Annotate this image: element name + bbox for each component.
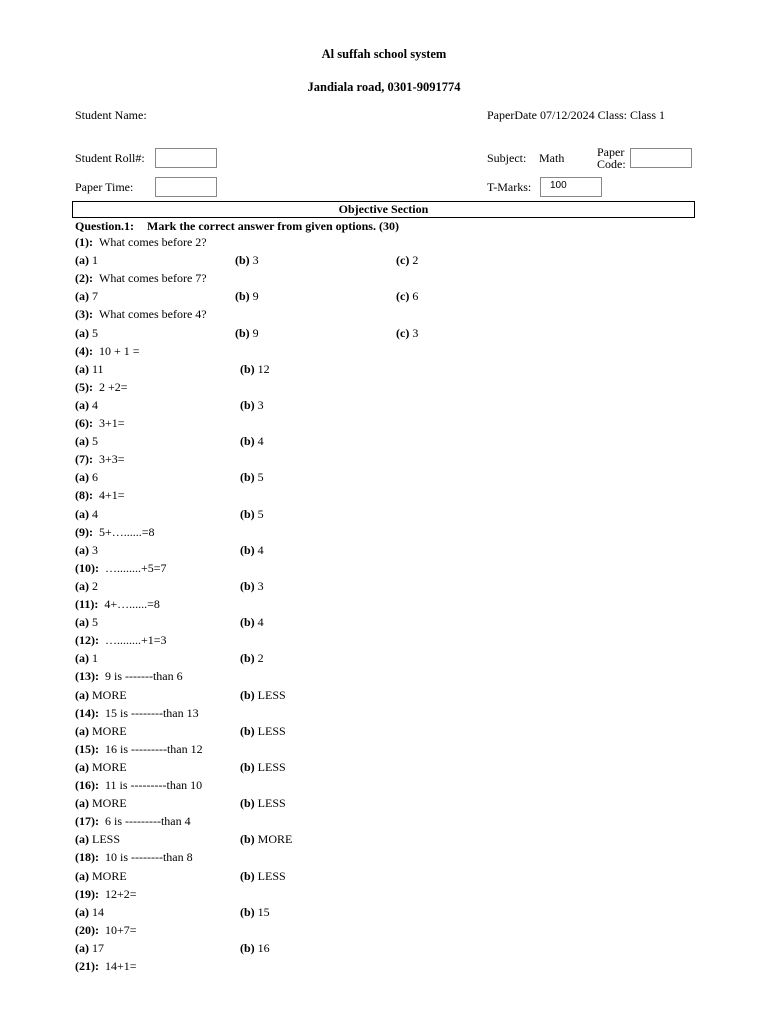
- option-key: (b): [240, 506, 255, 521]
- paper-code-label-line1: Paper: [597, 145, 625, 159]
- option-value: 2: [89, 578, 98, 593]
- question-number: Question.1:: [75, 219, 135, 233]
- option-value: 4: [254, 615, 264, 630]
- option-key: (a): [75, 253, 89, 268]
- question-text: 10 + 1 =: [99, 343, 140, 358]
- student-name-label: Student Name:: [75, 108, 147, 122]
- paper-date-label: PaperDate: [487, 108, 537, 122]
- answer-option[interactable]: [75, 760, 127, 775]
- answer-option[interactable]: [75, 688, 127, 703]
- paper-code-field[interactable]: [630, 148, 692, 168]
- tmarks-value: 100: [550, 180, 567, 191]
- answer-option[interactable]: [240, 543, 264, 558]
- roll-label: Student Roll#:: [75, 151, 145, 165]
- subject-label: Subject:: [487, 151, 527, 165]
- answer-option[interactable]: [75, 651, 98, 666]
- answer-option[interactable]: [75, 543, 98, 558]
- option-value: 15: [254, 904, 270, 919]
- question-item: [75, 887, 137, 902]
- answer-option[interactable]: [75, 398, 98, 413]
- option-value: 3: [249, 253, 259, 268]
- answer-option[interactable]: [240, 796, 286, 811]
- question-item: [75, 235, 207, 250]
- question-item: [75, 778, 202, 793]
- question-num: (6):: [75, 416, 93, 430]
- question-item: [75, 561, 167, 576]
- question-num: (2):: [75, 271, 93, 286]
- option-value: 6: [409, 289, 419, 304]
- option-value: 1: [89, 253, 98, 268]
- objective-section-header: Objective Section: [72, 201, 695, 218]
- answer-option[interactable]: [240, 434, 264, 449]
- question-text: 12+2=: [105, 886, 137, 901]
- option-key: (a): [75, 325, 89, 340]
- question-text: 2 +2=: [99, 379, 128, 394]
- option-value: 4: [254, 542, 264, 557]
- question-num: (1):: [75, 235, 93, 249]
- option-key: (b): [240, 940, 255, 955]
- option-value: 14: [89, 904, 104, 919]
- question-text: What comes before 4?: [99, 307, 207, 322]
- option-value: 17: [89, 940, 104, 955]
- question-item: [75, 706, 199, 721]
- school-name: Al suffah school system: [321, 47, 447, 61]
- question-item: [75, 597, 160, 612]
- option-key: (a): [75, 470, 89, 485]
- answer-option[interactable]: [75, 941, 104, 956]
- question-num: (18):: [75, 850, 99, 865]
- answer-option[interactable]: [75, 905, 104, 920]
- option-key: (a): [75, 434, 89, 449]
- question-item: [75, 923, 137, 938]
- answer-option[interactable]: [396, 289, 418, 304]
- answer-option[interactable]: [235, 253, 259, 268]
- subject-value: Math: [539, 151, 565, 165]
- option-key: (c): [396, 289, 410, 304]
- paper-time-field[interactable]: [155, 177, 217, 197]
- option-key: (a): [75, 542, 89, 557]
- question-item: [75, 525, 155, 540]
- question-text: 4+1=: [99, 488, 125, 503]
- tmarks-field[interactable]: [540, 177, 602, 197]
- option-key: (b): [240, 868, 255, 883]
- question-item: [75, 344, 140, 359]
- question-item: [75, 271, 207, 286]
- option-key: (b): [240, 542, 255, 557]
- option-value: 9: [249, 325, 259, 340]
- option-key: (b): [235, 289, 250, 304]
- option-key: (a): [75, 506, 89, 521]
- question-num: (10):: [75, 560, 99, 575]
- option-value: 5: [254, 470, 264, 485]
- option-key: (b): [240, 578, 255, 593]
- option-key: (b): [240, 434, 255, 449]
- option-key: (a): [75, 723, 89, 738]
- option-value: LESS: [254, 723, 286, 738]
- answer-option[interactable]: [240, 651, 264, 666]
- option-value: 5: [89, 434, 98, 449]
- option-key: (a): [75, 796, 89, 811]
- question-num: (5):: [75, 379, 93, 394]
- option-value: LESS: [254, 796, 286, 811]
- answer-option[interactable]: [240, 579, 264, 594]
- option-value: 11: [89, 361, 104, 376]
- option-key: (a): [75, 687, 89, 702]
- option-value: MORE: [89, 687, 127, 702]
- option-value: 3: [89, 542, 98, 557]
- option-key: (a): [75, 578, 89, 593]
- answer-option[interactable]: [75, 362, 104, 377]
- option-key: (a): [75, 940, 89, 955]
- option-value: 6: [89, 470, 98, 485]
- option-value: 3: [254, 397, 264, 412]
- question-text: 6 is ---------than 4: [105, 814, 191, 829]
- paper-code-label-line2: Code:: [597, 157, 626, 171]
- answer-option[interactable]: [240, 362, 270, 377]
- paper-code-label: [597, 146, 626, 170]
- question-text: 5+…......=8: [99, 524, 155, 539]
- option-value: MORE: [254, 832, 293, 847]
- question-item: [75, 452, 125, 467]
- question-num: (14):: [75, 705, 99, 720]
- answer-option[interactable]: [240, 905, 270, 920]
- answer-option[interactable]: [75, 289, 98, 304]
- question-item: [75, 488, 125, 503]
- question-num: (20):: [75, 922, 99, 937]
- question-item: [75, 850, 193, 865]
- answer-option[interactable]: [240, 507, 264, 522]
- class-label: Class:: [597, 108, 627, 122]
- answer-option[interactable]: [240, 398, 264, 413]
- question-item: [75, 307, 207, 322]
- question-item: [75, 814, 191, 829]
- answer-option[interactable]: [235, 289, 259, 304]
- option-key: (a): [75, 289, 89, 304]
- paper-date-value: 07/12/2024: [539, 108, 595, 122]
- question-text: 3+3=: [99, 452, 125, 467]
- option-value: 3: [409, 325, 419, 340]
- option-value: 12: [254, 361, 270, 376]
- question-item: [75, 742, 203, 757]
- question-item: [75, 416, 125, 431]
- question-text: What comes before 2?: [99, 235, 207, 249]
- option-value: MORE: [89, 723, 127, 738]
- question-num: (17):: [75, 814, 99, 829]
- question-text: 9 is -------than 6: [105, 669, 183, 684]
- option-value: 7: [89, 289, 98, 304]
- question-text: 14+1=: [105, 959, 137, 973]
- question-num: (11):: [75, 597, 99, 611]
- answer-option[interactable]: [240, 615, 264, 630]
- question-text: 16 is ---------than 12: [105, 741, 203, 756]
- question-text: What comes before 7?: [99, 271, 207, 286]
- option-value: 2: [409, 253, 419, 268]
- question-item: [75, 669, 183, 684]
- option-key: (b): [235, 253, 250, 268]
- answer-option[interactable]: [235, 326, 259, 341]
- question-num: (21):: [75, 959, 99, 973]
- option-key: (b): [240, 397, 255, 412]
- answer-option[interactable]: [396, 326, 418, 341]
- option-value: MORE: [89, 759, 127, 774]
- answer-option[interactable]: [240, 941, 270, 956]
- option-value: 4: [89, 506, 98, 521]
- question-text: 3+1=: [99, 416, 125, 430]
- option-value: 5: [254, 506, 264, 521]
- answer-option[interactable]: [75, 869, 127, 884]
- option-value: 1: [89, 651, 98, 666]
- question-num: (3):: [75, 307, 93, 322]
- option-value: 2: [254, 651, 264, 666]
- option-value: LESS: [254, 759, 286, 774]
- option-value: LESS: [89, 832, 121, 847]
- question-text: 10 is --------than 8: [105, 850, 193, 865]
- option-key: (b): [240, 904, 255, 919]
- option-key: (b): [240, 361, 255, 376]
- option-key: (b): [240, 796, 255, 811]
- question-item: [75, 380, 128, 395]
- option-key: (a): [75, 759, 89, 774]
- option-key: (b): [240, 723, 255, 738]
- question-num: (7):: [75, 452, 93, 467]
- answer-option[interactable]: [240, 832, 292, 847]
- question-num: (13):: [75, 669, 99, 684]
- option-key: (b): [240, 832, 255, 847]
- option-value: 5: [89, 615, 98, 630]
- option-key: (a): [75, 397, 89, 412]
- option-key: (b): [240, 651, 255, 666]
- school-address: Jandiala road, 0301-9091774: [307, 80, 461, 94]
- option-value: 4: [89, 397, 98, 412]
- answer-option[interactable]: [240, 760, 286, 775]
- option-key: (b): [235, 325, 250, 340]
- answer-option[interactable]: [240, 869, 286, 884]
- option-key: (b): [240, 470, 255, 485]
- question-text: 4+…......=8: [104, 597, 160, 611]
- answer-option[interactable]: [75, 326, 98, 341]
- answer-option[interactable]: [75, 434, 98, 449]
- question-num: (8):: [75, 488, 93, 503]
- option-key: (c): [396, 253, 410, 268]
- option-key: (b): [240, 687, 255, 702]
- option-value: MORE: [89, 868, 127, 883]
- question-item: [75, 633, 167, 648]
- answer-option[interactable]: [75, 507, 98, 522]
- question-num: (15):: [75, 741, 99, 756]
- question-num: (4):: [75, 343, 93, 358]
- answer-option[interactable]: [75, 579, 98, 594]
- question-num: (19):: [75, 886, 99, 901]
- answer-option[interactable]: [240, 724, 286, 739]
- question-text: 15 is --------than 13: [105, 705, 199, 720]
- question-heading: [75, 219, 399, 234]
- question-num: (12):: [75, 633, 99, 648]
- option-key: (a): [75, 615, 89, 630]
- answer-option[interactable]: [75, 253, 98, 268]
- question-num: (9):: [75, 524, 93, 539]
- option-key: (a): [75, 904, 89, 919]
- class-value: Class 1: [630, 108, 666, 122]
- answer-option[interactable]: [240, 470, 264, 485]
- option-value: 4: [254, 434, 264, 449]
- question-num: (16):: [75, 778, 99, 792]
- answer-option[interactable]: [396, 253, 418, 268]
- option-key: (a): [75, 832, 89, 847]
- paper-date-line: [487, 108, 665, 123]
- question-instruction: Mark the correct answer from given options. (30): [147, 219, 399, 233]
- answer-option[interactable]: [75, 832, 120, 847]
- option-key: (a): [75, 651, 89, 666]
- option-key: (b): [240, 759, 255, 774]
- question-text: 11 is ---------than 10: [105, 778, 203, 792]
- paper-time-label: Paper Time:: [75, 180, 134, 194]
- answer-option[interactable]: [75, 796, 127, 811]
- option-value: LESS: [254, 687, 286, 702]
- option-value: 3: [254, 578, 264, 593]
- option-value: 9: [249, 289, 259, 304]
- option-value: LESS: [254, 868, 286, 883]
- roll-field[interactable]: [155, 148, 217, 168]
- tmarks-label: T-Marks:: [487, 180, 532, 194]
- option-key: (a): [75, 361, 89, 376]
- option-key: (b): [240, 615, 255, 630]
- answer-option[interactable]: [240, 688, 286, 703]
- question-text: 10+7=: [105, 922, 137, 937]
- option-value: 16: [254, 940, 270, 955]
- answer-option[interactable]: [75, 470, 98, 485]
- option-value: 5: [89, 325, 98, 340]
- question-text: …........+1=3: [105, 633, 167, 648]
- option-key: (a): [75, 868, 89, 883]
- answer-option[interactable]: [75, 724, 127, 739]
- question-text: …........+5=7: [105, 560, 167, 575]
- question-item: [75, 959, 137, 974]
- option-key: (c): [396, 325, 410, 340]
- option-value: MORE: [89, 796, 127, 811]
- answer-option[interactable]: [75, 615, 98, 630]
